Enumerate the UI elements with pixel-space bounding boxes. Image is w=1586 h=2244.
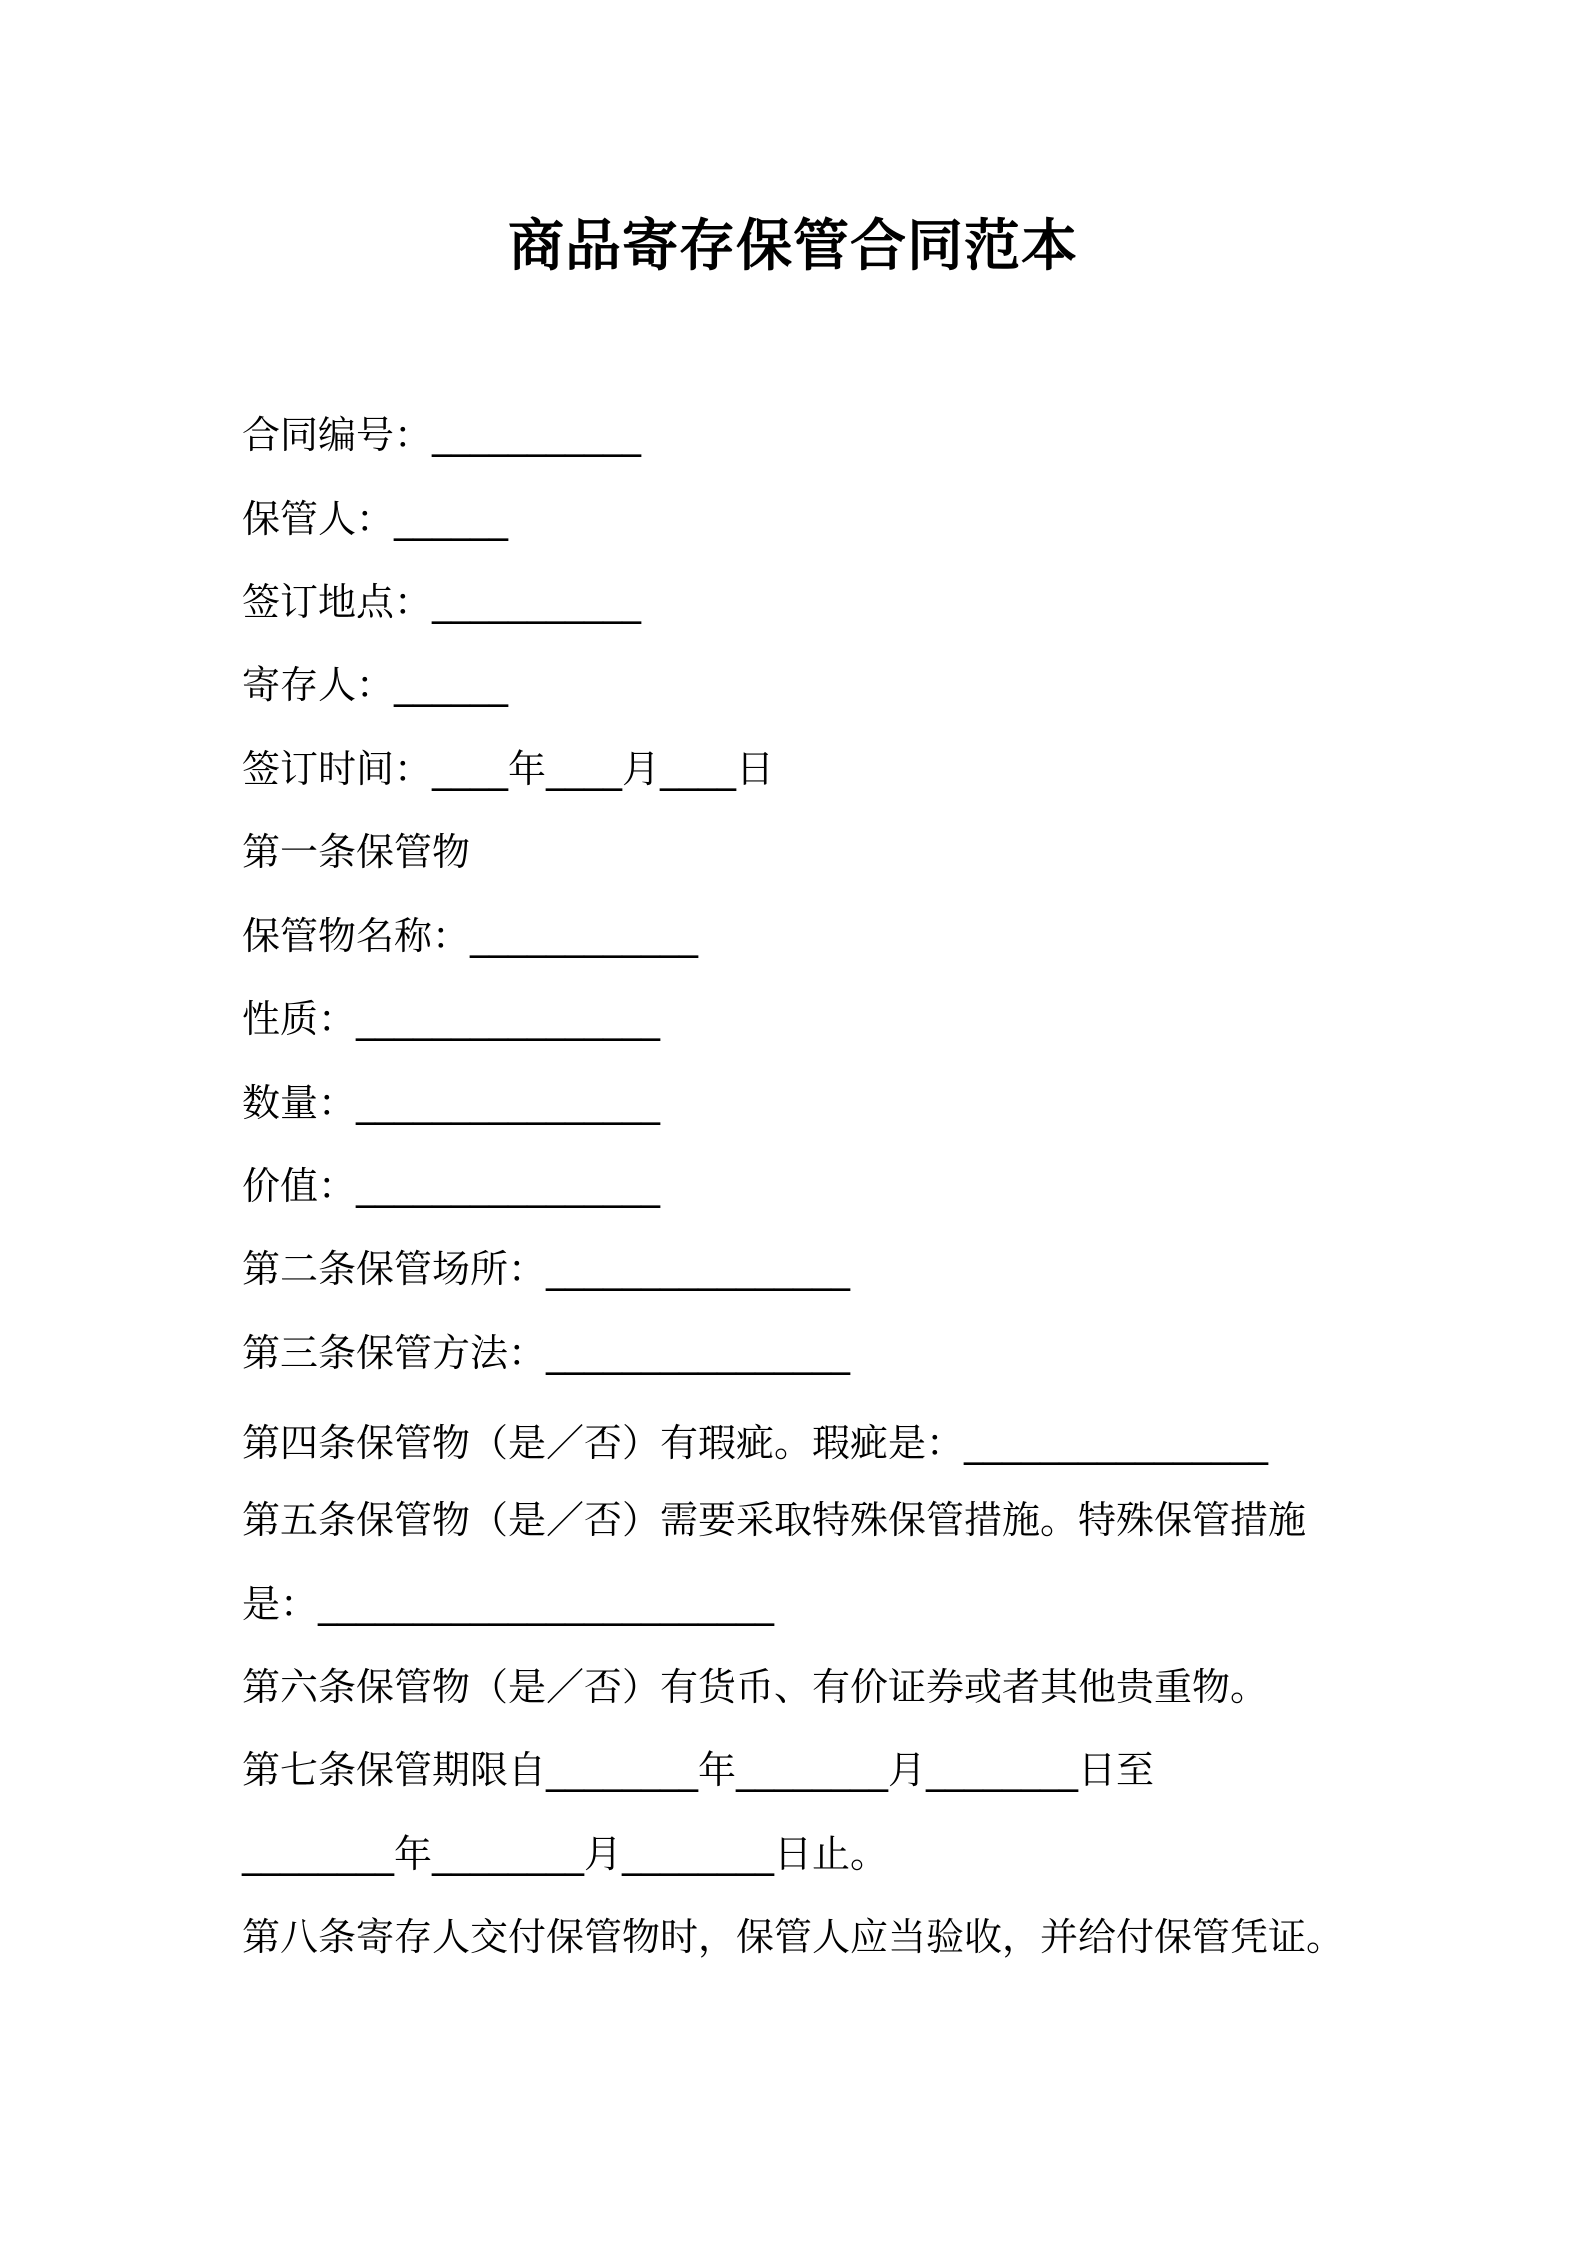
article-4-line: 第四条保管物（是／否）有瑕疵。瑕疵是：________________ [242, 1421, 1269, 1465]
article-1-heading: 第一条保管物 [242, 830, 471, 874]
article-5-continuation: 是：________________________ [242, 1582, 775, 1626]
item-name-line: 保管物名称：____________ [242, 914, 699, 958]
article-6-line: 第六条保管物（是／否）有货币、有价证券或者其他贵重物。 [242, 1665, 1269, 1709]
document-title: 商品寄存保管合同范本 [508, 214, 1078, 279]
article-8-line: 第八条寄存人交付保管物时，保管人应当验收，并给付保管凭证。 [242, 1915, 1345, 1959]
item-quantity-line: 数量：________________ [242, 1081, 661, 1125]
contract-number-line: 合同编号：___________ [242, 413, 642, 457]
article-7-continuation: ________年________月________日止。 [242, 1832, 889, 1876]
signing-place-line: 签订地点：___________ [242, 580, 642, 624]
article-2-line: 第二条保管场所：________________ [242, 1247, 851, 1291]
item-nature-line: 性质：________________ [242, 997, 661, 1041]
signing-date-line: 签订时间：____年____月____日 [242, 747, 775, 791]
custodian-line: 保管人：______ [242, 497, 509, 541]
depositor-line: 寄存人：______ [242, 663, 509, 707]
item-value-line: 价值：________________ [242, 1164, 661, 1208]
article-5-line: 第五条保管物（是／否）需要采取特殊保管措施。特殊保管措施 [242, 1498, 1307, 1542]
article-3-line: 第三条保管方法：________________ [242, 1331, 851, 1375]
article-7-line: 第七条保管期限自________年________月________日至 [242, 1748, 1155, 1792]
